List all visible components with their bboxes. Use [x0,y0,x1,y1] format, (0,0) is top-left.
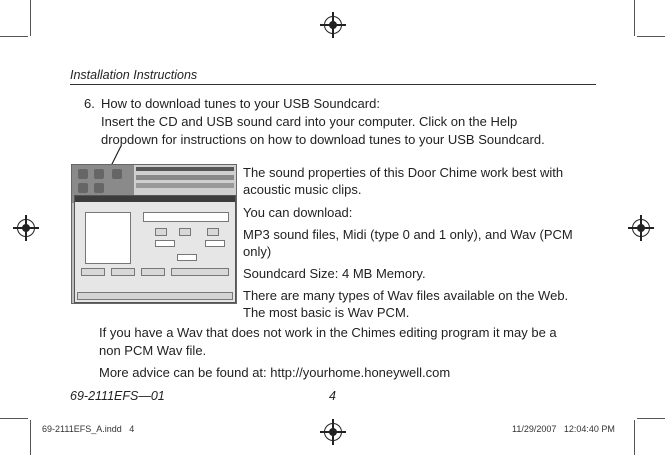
toolbar [136,183,234,188]
bottom-button [111,268,135,276]
menu-bar [136,167,234,171]
step-number: 6. [84,96,95,111]
load-button [207,228,219,236]
text-line: only) [243,244,272,259]
desktop-icon [112,169,122,179]
text-line: acoustic music clips. [243,182,362,197]
desktop-icon [78,169,88,179]
paragraph [243,265,603,282]
window-titlebar [75,196,235,202]
chime-editor-window [74,195,236,303]
paragraph [243,204,603,221]
end-field [205,240,225,247]
text-line: There are many types of Wav files available on the Web. [243,288,569,303]
desktop-icon [78,183,88,193]
preview-pane [143,212,229,222]
registration-mark-icon [632,219,650,237]
bottom-button [171,268,229,276]
length-field [177,254,197,261]
start-field [155,240,175,247]
trim-mark [30,0,31,36]
text-line: non PCM Wav file. [99,343,207,358]
header-rule [70,84,596,85]
text-line: If you have a Wav that does not work in the Chimes editing program it may be a [99,325,557,340]
registration-mark-icon [17,219,35,237]
paragraph [99,364,599,382]
trim-mark [634,0,635,36]
text-line: The most basic is Wav PCM. [243,305,410,320]
bottom-button [81,268,105,276]
play-button [155,228,167,236]
trim-mark [637,418,665,419]
toolbar [136,175,234,180]
paragraph [99,324,599,360]
page-number: 4 [329,389,336,403]
text-line: The sound properties of this Door Chime work best with [243,165,564,180]
text-line: MP3 sound files, Midi (type 0 and 1 only), and Wav (PCM [243,227,573,242]
status-bar [77,292,233,300]
registration-mark-icon [324,16,342,34]
paragraph [243,226,603,260]
slug-filename: 69-2111EFS_A.indd 4 [42,424,135,434]
section-title: Installation Instructions [70,68,198,82]
desktop-icon [94,169,104,179]
paragraph [243,287,603,321]
text-line: You can download: [243,205,353,220]
trim-mark [0,418,28,419]
bottom-button [141,268,165,276]
trim-mark [30,420,31,455]
registration-mark-icon [324,423,342,441]
step-heading: How to download tunes to your USB Soundcard: [101,96,380,111]
file-list-pane [85,212,131,264]
stop-button [179,228,191,236]
advice-link-text: More advice can be found at: http://yourhome.honeywell.com [99,365,451,380]
slug-timestamp: 11/29/2007 12:04:40 PM [512,424,615,434]
software-screenshot [71,164,237,304]
step-text-line: dropdown for instructions on how to download tunes to your USB Soundcard. [101,132,545,147]
step-6 [84,95,604,149]
desktop-icon [94,183,104,193]
paragraph [243,164,603,198]
trim-mark [637,36,665,37]
text-line: Soundcard Size: 4 MB Memory. [243,266,426,281]
trim-mark [634,420,635,455]
doc-number: 69-2111EFS—01 [70,389,165,403]
trim-mark [0,36,28,37]
step-text-line: Insert the CD and USB sound card into your computer. Click on the Help [101,114,518,129]
